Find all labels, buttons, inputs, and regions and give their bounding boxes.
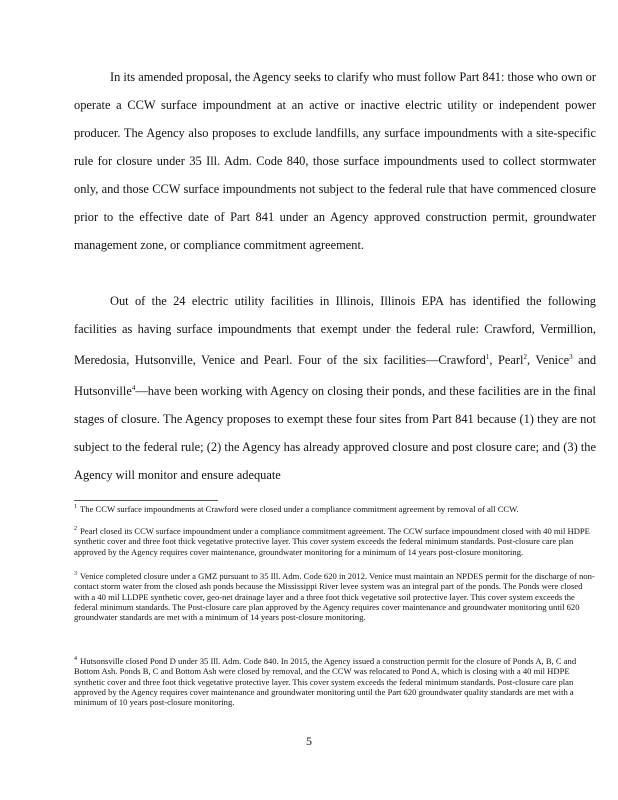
body-paragraph-1 <box>74 63 596 259</box>
paragraph-2-part-e: —have been working with Agency on closing their ponds, and these facilities are in the final stages of closure. The Agency proposes to exempt these four sites from Part 841 because (1) they are not subject to the federal rule; (2) the Agency has already approved closure and post closure care; and (3) the Agency will monitor and ensure adequate <box>74 384 596 483</box>
paragraph-2-part-b: , Pearl <box>489 353 524 368</box>
footnote-2 <box>74 526 596 557</box>
footnote-ref-4: 4 <box>131 384 136 393</box>
footnote-ref-1: 1 <box>485 353 490 361</box>
paragraph-2-text <box>74 287 596 489</box>
footnote-number: 2 <box>74 526 77 532</box>
footnote-separator <box>74 500 218 501</box>
footnote-text: Hutsonsville closed Pond D under 35 Ill. Adm. Code 840. In 2015, the Agency issued a construction permit for the closure of Ponds A, B, C and Bottom Ash. Ponds B, C and Bottom Ash were closed by removal, and the CCW was relocated to Pond A, which is closing with a 40 mil HDPE synthetic cover and three foot thick vegetative protective layer. This cover system exceeds the federal minimum standards. Post-closure care plan approved by the Agency requires cover maintenance and groundwater monitoring until the Part 620 groundwater quality standards are met with a minimum of 10 years post-closure monitoring. <box>74 656 577 708</box>
body-paragraph-2 <box>74 287 596 489</box>
paragraph-1-text: In its amended proposal, the Agency seeks to clarify who must follow Part 841: those who own or operate a CCW surface impoundment at an active or inactive electric utility or independent power producer. The Agency also proposes to exclude landfills, any surface impoundments with a site-specific rule for closure under 35 Ill. Adm. Code 840, those surface impoundments used to collect stormwater only, and those CCW surface impoundments not subject to the federal rule that have commenced closure prior to the effective date of Part 841 under an Agency approved construction permit, groundwater management zone, or compliance commitment agreement. <box>74 70 596 252</box>
paragraph-2-part-c: , Venice <box>526 353 570 368</box>
footnote-text: Pearl closed its CCW surface impoundment under a compliance commitment agreement. The CCW surface impoundment closed with 40 mil HDPE synthetic cover and three foot thick vegetative protective layer. This cover system exceeds the federal minimum standards. Post-closure care plan approved by the Agency requires cover maintenance, groundwater monitoring for a minimum of 14 years post-closure monitoring. <box>74 526 590 557</box>
footnote-3 <box>74 571 596 622</box>
footnote-number: 4 <box>74 656 77 662</box>
page-number: 5 <box>306 734 312 748</box>
footnote-text: The CCW surface impoundments at Crawford were closed under a compliance commitment agreement by removal of all CCW. <box>80 504 519 514</box>
footnote-4 <box>74 656 596 707</box>
paragraph-2-part-a: Out of the 24 electric utility facilities in Illinois, Illinois EPA has identified the following facilities as having surface impoundments that exempt under the federal rule: Crawford, Vermillion, Meredosia, Hutsonville, Venice and Pearl. Four of the six facilities—Crawford <box>74 294 596 368</box>
footnote-text: Venice completed closure under a GMZ pursuant to 35 Ill. Adm. Code 620 in 2012. Venice must maintain an NPDES permit for the discharge of non-contact storm water from the closed ash ponds because the Mississippi River levee system was an integral part of the ponds. The Ponds were closed with a 40 mil LLDPE synthetic cover, geo-net drainage layer and a three foot thick vegetative soil protective layer. This cover system exceeds the federal minimum standards. The Post-closure care plan approved by the Agency requires cover maintenance and groundwater monitoring until 620 groundwater standards are met with a minimum of 14 years post-closure monitoring. <box>74 571 595 623</box>
footnote-ref-3: 3 <box>569 353 573 361</box>
footnote-number: 1 <box>74 504 77 510</box>
footnote-number: 3 <box>74 571 77 577</box>
footnote-1 <box>74 504 596 514</box>
paragraph-2-part-d: and Hutsonville <box>74 353 597 399</box>
footnote-ref-2: 2 <box>523 353 527 361</box>
